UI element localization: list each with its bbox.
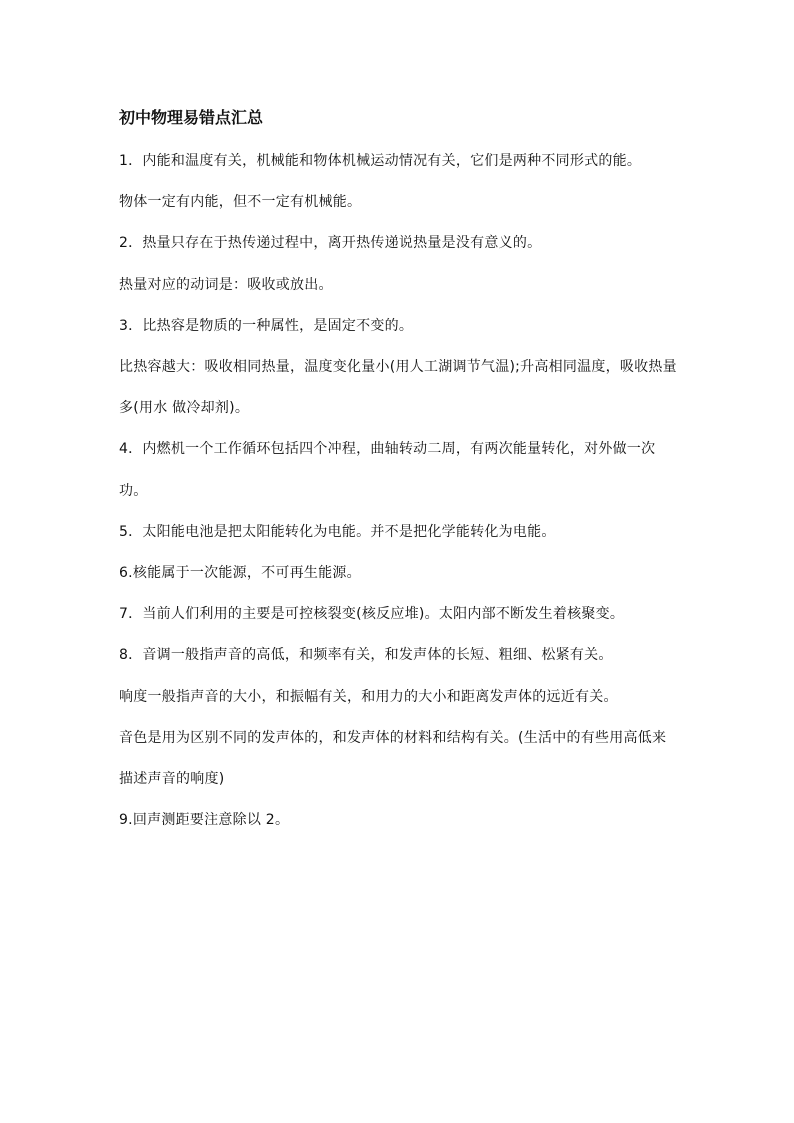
paragraph-9: 6.核能属于一次能源，不可再生能源。 — [119, 565, 361, 582]
paragraph-11: 8．音调一般指声音的高低，和频率有关，和发声体的长短、粗细、松紧有关。 — [119, 647, 613, 664]
paragraph-12: 响度一般指声音的大小，和振幅有关，和用力的大小和距离发声体的远近有关。 — [119, 688, 618, 705]
paragraph-7: 4．内燃机一个工作循环包括四个冲程，曲轴转动二周，有两次能量转化，对外做一次功。 — [119, 441, 656, 499]
paragraph-5: 3．比热容是物质的一种属性，是固定不变的。 — [119, 317, 414, 334]
paragraph-3: 2．热量只存在于热传递过程中，离开热传递说热量是没有意义的。 — [119, 235, 542, 252]
paragraph-6: 比热容越大：吸收相同热量，温度变化量小(用人工湖调节气温);升高相同温度，吸收热量多(用水 做冷却剂)。 — [119, 359, 677, 417]
paragraph-13: 音色是用为区别不同的发声体的，和发声体的材料和结构有关。(生活中的有些用高低来描述声音的响度) — [119, 729, 667, 788]
paragraph-10: 7．当前人们利用的主要是可控核裂变(核反应堆)。太阳内部不断发生着核聚变。 — [119, 606, 625, 623]
paragraph-2: 物体一定有内能，但不一定有机械能。 — [119, 194, 362, 211]
paragraph-14: 9.回声测距要注意除以 2。 — [119, 812, 290, 829]
paragraph-8: 5．太阳能电池是把太阳能转化为电能。并不是把化学能转化为电能。 — [119, 523, 556, 540]
document-body — [119, 104, 679, 841]
paragraph-4: 热量对应的动词是：吸收或放出。 — [119, 276, 333, 293]
paragraph-1: 1．内能和温度有关，机械能和物体机械运动情况有关，它们是两种不同形式的能。 — [119, 153, 642, 169]
document-title: 初中物理易错点汇总 — [119, 108, 264, 127]
